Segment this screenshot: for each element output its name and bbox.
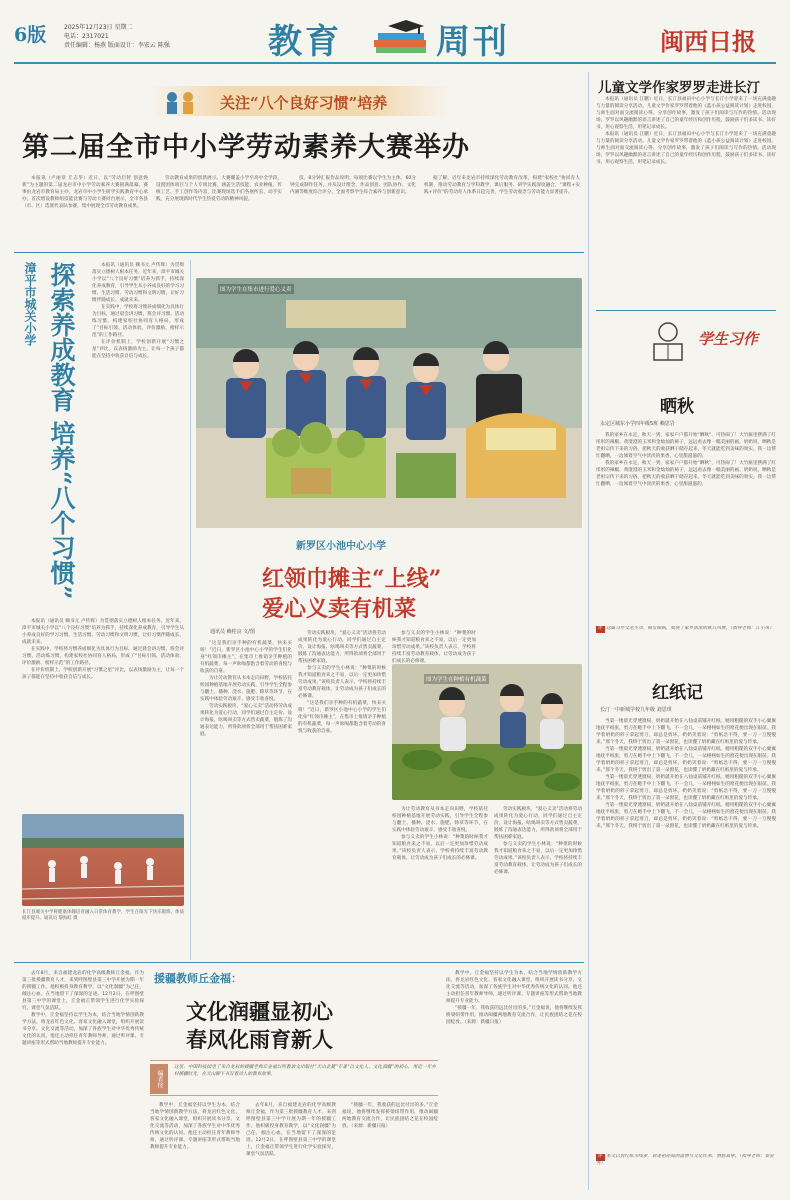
section-title-right: 周刊: [436, 22, 510, 62]
right-top-body: 本报讯（通讯员 江鹏）近日，长汀县福田中心小学与长汀小学迎来了一场充满童趣与力量的阅读分享活动。儿童文学作家罗罗带着他的《蓝小孩公益阅读计划》走进校园，与师生面对面交流阅读心得、分享创作故事，激发了孩子们阅读与写作的热情。活动现场，罗罗以风趣幽默的语言讲述了自己的童年经历和创作历程，鼓励孩子们多读书、读好书，用心观察生活，用笔记录成长。 本报讯（通讯员 江鹏）近日，长汀县福田中心小学与长汀小学迎来了一场充满童趣与力量的阅读分享活动。儿童文学作家罗罗带着他的《蓝小孩公益阅读计划》走进校园，与师生面对面交流阅读心得、分享创作故事，激发了孩子们阅读与写作的热情。活动现场，罗罗以风趣幽默的语言讲述了自己的童年经历和创作历程，鼓励孩子们多读书、读好书，用心观察生活，用笔记录成长。: [596, 97, 776, 165]
bottom-story-col1: 去年8月，来自福建龙岩的化学高级教师丘金福，作为第三批援疆教育人才，来到呼图壁县第三中学开展为期一年的援疆工作。他积极投身教育教学，以“文化润疆”为己任，倾注心血，在当地留下了深深的足迹。12月2日，在呼图壁县第三中学的课堂上，丘金福正带领学生进行化学实验探究，课堂气氛活跃。 教学中，丘金福坚持以学生为本，结合当地学情创新教学方法，将龙岩红色文化、客家文化融入课堂，组织开展读书分享、文化交流等活动，加深了各族学生对中华优秀传统文化的认同。他还主动担任青年教师导师，通过听评课、专题讲座等形式帮助当地教师提升专业能力。: [22, 971, 144, 1046]
banner-figures-icon: [162, 90, 206, 114]
side-story-body-top: 本报讯（通讯员 赖书元 卢传辉）为贯彻落实立德树人根本任务，近年来，漳平市城关小学以“八个良好习惯”培养为抓手，持续深化养成教育，引导学生从小养成良好的学习习惯、生活习惯、劳动习惯和文明习惯，让好习惯伴随成长、成就未来。 在实践中，学校将习惯养成细化为具体行为目标，通过晨会讲习惯、班会评习惯、活动练习惯，构建家校社协同育人格局，形成了“目标引领、活动体验、评价激励、榜样示范”的工作路径。 在评价机制上，学校创新开展“习惯之星”评比，以表扬激励为主，让每一个孩子都能在坚持中收获自信与成长。: [92, 263, 184, 359]
vegetable-photo-caption: 图为学生在种植有机蔬菜: [424, 674, 489, 684]
books-icon: [368, 14, 432, 56]
track-photo: [22, 814, 184, 906]
issue-phone: 电话：2317021: [64, 33, 109, 40]
side-story-body-bottom: 本报讯（通讯员 赖书元 卢传辉）为贯彻落实立德树人根本任务，近年来，漳平市城关小学以“八个良好习惯”培养为抓手，持续深化养成教育，引导学生从小养成良好的学习习惯、生活习惯、劳动习惯和文明习惯，让好习惯伴随成长、成就未来。 在实践中，学校将习惯养成细化为具体行为目标，通过晨会讲习惯、班会评习惯、活动练习惯，构建家校社协同育人格局，形成了“目标引领、活动体验、评价激励、榜样示范”的工作路径。 在评价机制上，学校创新开展“习惯之星”评比，以表扬激励为主，让每一个孩子都能在坚持中收获自信与成长。: [22, 619, 184, 680]
topic-banner-text: 关注“八个良好习惯”培养: [220, 94, 388, 112]
bottom-story-col3: 去年8月，来自福建龙岩的化学高级教师丘金福，作为第三批援疆教育人才，来到呼图壁县第三中学开展为期一年的援疆工作。他积极投身教育教学，以“文化润疆”为己任，倾注心血，在当地留下了深深的足迹。12月2日，在呼图壁县第三中学的课堂上，丘金福正带领学生进行化学实验探究，课堂气氛活跃。: [246, 1103, 336, 1157]
track-photo-caption: 长汀县城关中学将健康体魄培育融入日常体育教学，学生在阳光下快乐锻炼，体质稳步提升。通讯员 黎海虹 摄: [22, 910, 184, 922]
section-title-left: 教育: [268, 22, 342, 62]
main-headline: 第二届全市中小学劳动素养大赛举办: [22, 132, 470, 163]
reading-child-icon: [646, 318, 690, 368]
bottom-story-headline-1: 文化润疆显初心: [186, 999, 333, 1024]
essay2-author: 长汀一中新城学校九年级 刘思琪: [600, 707, 672, 713]
photo-story-headline-2: 爱心义卖有机菜: [262, 596, 417, 622]
bottom-story-col2: 教学中，丘金福坚持以学生为本，结合当地学情创新教学方法，将龙岩红色文化、客家文化融入课堂，组织开展读书分享、文化交流等活动，加深了各族学生对中华优秀传统文化的认同。他还主动担任青年教师导师，通过听评课、专题讲座等形式帮助当地教师提升专业能力。: [150, 1103, 240, 1150]
issue-editors: 责任编辑：杨燕 版面设计：李宏云 陈强: [64, 42, 170, 49]
right-top-divider: [596, 310, 776, 311]
story1-col4: 据了解，近年来龙岩市持续深化劳动教育改革，构建“家校社”协同育人机制，推动劳动教育与学科教学、课后服务、研学实践深度融合，“课程+实践+评价”的劳动育人体系日趋完善，学生劳动观念与劳动能力显著提升。: [424, 176, 580, 195]
main-bottom-divider: [14, 962, 584, 963]
editor-note-label: 编者按: [150, 1064, 168, 1094]
photo-story-subtitle: 新罗区小池中心小学: [296, 541, 386, 552]
photo-story-headline-1: 红领巾摊主“上线”: [262, 566, 442, 592]
bottom-story-col5: 教学中，丘金福坚持以学生为本，结合当地学情创新教学方法，将龙岩红色文化、客家文化融入课堂，组织开展读书分享、文化交流等活动，加深了各族学生对中华优秀传统文化的认同。他还主动担任青年教师导师，通过听评课、专题讲座等形式帮助当地教师提升专业能力。 “援疆一年，我收获的远比付出的多。”丘金福说，他将继续发挥桥梁纽带作用，推动闽疆两地教育交流合作，让民族团结之花在校园绽放。（来源：新疆日报）: [446, 971, 582, 1025]
essay2-note-text: 本文以剪红纸为线索，讲述祖孙间的温情与文化传承，情感真挚。（指导老师：秦金秀）: [596, 1154, 774, 1166]
bottom-story-headline-2: 春风化雨育新人: [186, 1027, 333, 1052]
header-divider: [14, 62, 776, 64]
right-top-headline: 儿童文学作家罗罗走进长汀: [598, 80, 760, 96]
photo-story-col3: 参与义卖的学生小林说：“种菜的时候我才知道粮食来之不易，以后一定更加珍惜劳动成果。”该校负责人表示，学校将持续丰富劳动教育载体，让劳动成为孩子们成长的必修课。: [392, 631, 476, 664]
side-story-headline-text: 探索养成教育 培养“八个习惯”: [47, 262, 76, 600]
story1-col2: 劳动教育成果的创新展示。大赛覆盖小学至高中全学段，设置团体项目与个人专项比赛，涵盖生活技能、农业种植、传统工艺、手工创作等内容，比赛现场选手们各展所长、动手实践，充分展现新时代学生热爱劳动的精神风貌。: [156, 176, 282, 202]
photo-story-byline: 通讯员 赖桂良 文/图: [210, 629, 255, 635]
student-writing-label: 学生习作: [698, 330, 759, 348]
essay1-title: 晒秋: [660, 397, 694, 417]
photo-story-col4: 为让劳动教育从书本走向田野，学校依托校园种植基地开展劳动实践，引导学生全程参与翻土、播种、浇水、施肥、除草等环节，在实践中体验劳动艰辛、感受丰收喜悦。 参与义卖的学生小林说：“种菜的时候我才知道粮食来之不易，以后一定更加珍惜劳动成果。”该校负责人表示，学校将持续丰富劳动教育载体，让劳动成为孩子们成长的必修课。: [392, 807, 488, 861]
right-column-divider: [588, 72, 589, 1190]
student-writing-tag: [646, 314, 776, 372]
bottom-story-kicker: 援疆教师丘金福：: [154, 972, 242, 985]
photo-story-col2: 劳动实践板块，“爱心义卖”活动将劳动成果转化为爱心行动，同学们通过自主定价、设计海报、吆喝叫卖等方式售卖蔬菜，锻炼了沟通表达能力，所得款项将全部用于帮扶困难家庭。 参与义卖的学生小林说：“种菜的时候我才知道粮食来之不易，以后一定更加珍惜劳动成果。”该校负责人表示，学校将持续丰富劳动教育载体，让劳动成为孩子们成长的必修课。 “这是我们亲手种的有机蔬菜，快来买呀！”近日，新罗区小池中心小学的学生们化身“红领巾摊主”，在集市上推销亲手种植的有机蔬菜，每一声吆喝都饱含着劳动的喜悦与收获的自豪。: [298, 631, 386, 734]
masthead: [0, 0, 790, 74]
story1-col3: 技，8分钟汇报作品说明；每项比赛以学生为主体，60分钟完成制作任务，并从设计理念、作品创意、团队协作、文化内涵等维度综合评分，全面考察学生综合素养与创新意识。: [290, 176, 416, 195]
issue-date: 2025年12月23日 星期二: [64, 24, 133, 31]
page-number: 6版: [14, 24, 47, 46]
charity-photo-caption: 图为学生在集市进行爱心义卖: [218, 284, 294, 294]
newspaper-brand: 闽西日报: [660, 27, 756, 56]
essay1-note-text: 这篇习作文笔生动，描写细腻，展现了家乡浓浓的秋日风情。（指导老师：江小凤）: [606, 626, 774, 631]
side-story-headline: [44, 262, 86, 602]
essay1-author: 永定区城东小学四年级5班 赖思岩: [600, 421, 675, 427]
bottom-story-col4: “援疆一年，我收获的远比付出的多。”丘金福说，他将继续发挥桥梁纽带作用，推动闽疆两地教育交流合作，让民族团结之花在校园绽放。（来源：新疆日报）: [342, 1103, 438, 1129]
story1-divider: [14, 252, 584, 253]
photo-story-col5: 劳动实践板块，“爱心义卖”活动将劳动成果转化为爱心行动，同学们通过自主定价、设计海报、吆喝叫卖等方式售卖蔬菜，锻炼了沟通表达能力，所得款项将全部用于帮扶困难家庭。 参与义卖的学生小林说：“种菜的时候我才知道粮食来之不易，以后一定更加珍惜劳动成果。”该校负责人表示，学校将持续丰富劳动教育载体，让劳动成为孩子们成长的必修课。: [494, 807, 582, 875]
charity-sale-photo: [196, 278, 582, 528]
side-story-vdivider: [190, 260, 191, 960]
essay1-note: [596, 626, 776, 668]
story1-col1: 本报讯（卢丽章 丘志华）近日，以“劳动启智 创意焕新”为主题的第二届龙岩市中小学劳动素养大赛圆满落幕。赛事由龙岩市教育局主办，龙岩市中小学生研学实践教育中心承办，首次增设教师组技能比赛与劳动大赛同台展示，全市各县（市、区）选派代表队参赛，集中展现全市劳动教育成果。: [22, 176, 148, 209]
editor-note-text: 这里，中国科技园里了来自龙岩的援疆老师丘金福以所教语文出版社“天山北麓”专著“以文化人、文化润疆”的初心，用近一年乡村援疆时光，在天山脚下书写着动人的教育故事。: [174, 1065, 436, 1077]
essay2-body: 当第一缕晨光穿透窗棂，奶奶就开始在八仙桌前铺开红纸。她用粗糙的双手小心翼翼地抚平纸张，剪刀在她手中上下翻飞，不一会儿，一朵栩栩如生的窗花便出现在眼前。我学着奶奶的样子拿起剪刀，却总是剪坏。奶奶笑着说：“剪纸急不得，要一刀一刀慢慢来。”那个冬天，我终于剪出了第一朵窗花，也读懂了奶奶藏在红纸里的爱与传承。 当第一缕晨光穿透窗棂，奶奶就开始在八仙桌前铺开红纸。她用粗糙的双手小心翼翼地抚平纸张，剪刀在她手中上下翻飞，不一会儿，一朵栩栩如生的窗花便出现在眼前。我学着奶奶的样子拿起剪刀，却总是剪坏。奶奶笑着说：“剪纸急不得，要一刀一刀慢慢来。”那个冬天，我终于剪出了第一朵窗花，也读懂了奶奶藏在红纸里的爱与传承。 当第一缕晨光穿透窗棂，奶奶就开始在八仙桌前铺开红纸。她用粗糙的双手小心翼翼地抚平纸张，剪刀在她手中上下翻飞，不一会儿，一朵栩栩如生的窗花便出现在眼前。我学着奶奶的样子拿起剪刀，却总是剪坏。奶奶笑着说：“剪纸急不得，要一刀一刀慢慢来。”那个冬天，我终于剪出了第一朵窗花，也读懂了奶奶藏在红纸里的爱与传承。 当第一缕晨光穿透窗棂，奶奶就开始在八仙桌前铺开红纸。她用粗糙的双手小心翼翼地抚平纸张，剪刀在她手中上下翻飞，不一会儿，一朵栩栩如生的窗花便出现在眼前。我学着奶奶的样子拿起剪刀，却总是剪坏。奶奶笑着说：“剪纸急不得，要一刀一刀慢慢来。”那个冬天，我终于剪出了第一朵窗花，也读懂了奶奶藏在红纸里的爱与传承。: [596, 719, 776, 829]
essay1-body: 我的家乡在永定，秋天一到，家家户户都开始“晒秋”，可热闹了！大竹匾里摆满了红彤彤的辣椒、黄澄澄的玉米和金灿灿的柿子，远远看去像一幅美丽的画。奶奶说，晒秋是老祖宗传下来的习俗，把秋天的收获晒干储存起来，冬天就能吃到美味的果实。我一边帮忙翻晒，一边闻着空气中淡淡的果香，心里甜滋滋的。 我的家乡在永定，秋天一到，家家户户都开始“晒秋”，可热闹了！大竹匾里摆满了红彤彤的辣椒、黄澄澄的玉米和金灿灿的柿子，远远看去像一幅美丽的画。奶奶说，晒秋是老祖宗传下来的习俗，把秋天的收获晒干储存起来，冬天就能吃到美味的果实。我一边帮忙翻晒，一边闻着空气中淡淡的果香，心里甜滋滋的。: [596, 433, 776, 487]
vegetable-photo: [392, 664, 582, 800]
photo-story-col1: “这是我们亲手种的有机蔬菜，快来买呀！”近日，新罗区小池中心小学的学生们化身“红领巾摊主”，在集市上推销亲手种植的有机蔬菜，每一声吆喝都饱含着劳动的喜悦与收获的自豪。 为让劳动教育从书本走向田野，学校依托校园种植基地开展劳动实践，引导学生全程参与翻土、播种、浇水、施肥、除草等环节，在实践中体验劳动艰辛、感受丰收喜悦。 劳动实践板块，“爱心义卖”活动将劳动成果转化为爱心行动，同学们通过自主定价、设计海报、吆喝叫卖等方式售卖蔬菜，锻炼了沟通表达能力，所得款项将全部用于帮扶困难家庭。: [200, 641, 292, 737]
editor-note-box: [150, 1060, 438, 1096]
essay2-note: [596, 1154, 776, 1190]
side-story-label-text: 漳平市城关小学: [23, 262, 37, 346]
comment-label: 评: [598, 626, 603, 631]
essay2-title: 红纸记: [652, 683, 703, 703]
comment-label-2: 评: [598, 1154, 603, 1159]
topic-banner: [150, 86, 450, 116]
side-story-label: [22, 262, 40, 382]
